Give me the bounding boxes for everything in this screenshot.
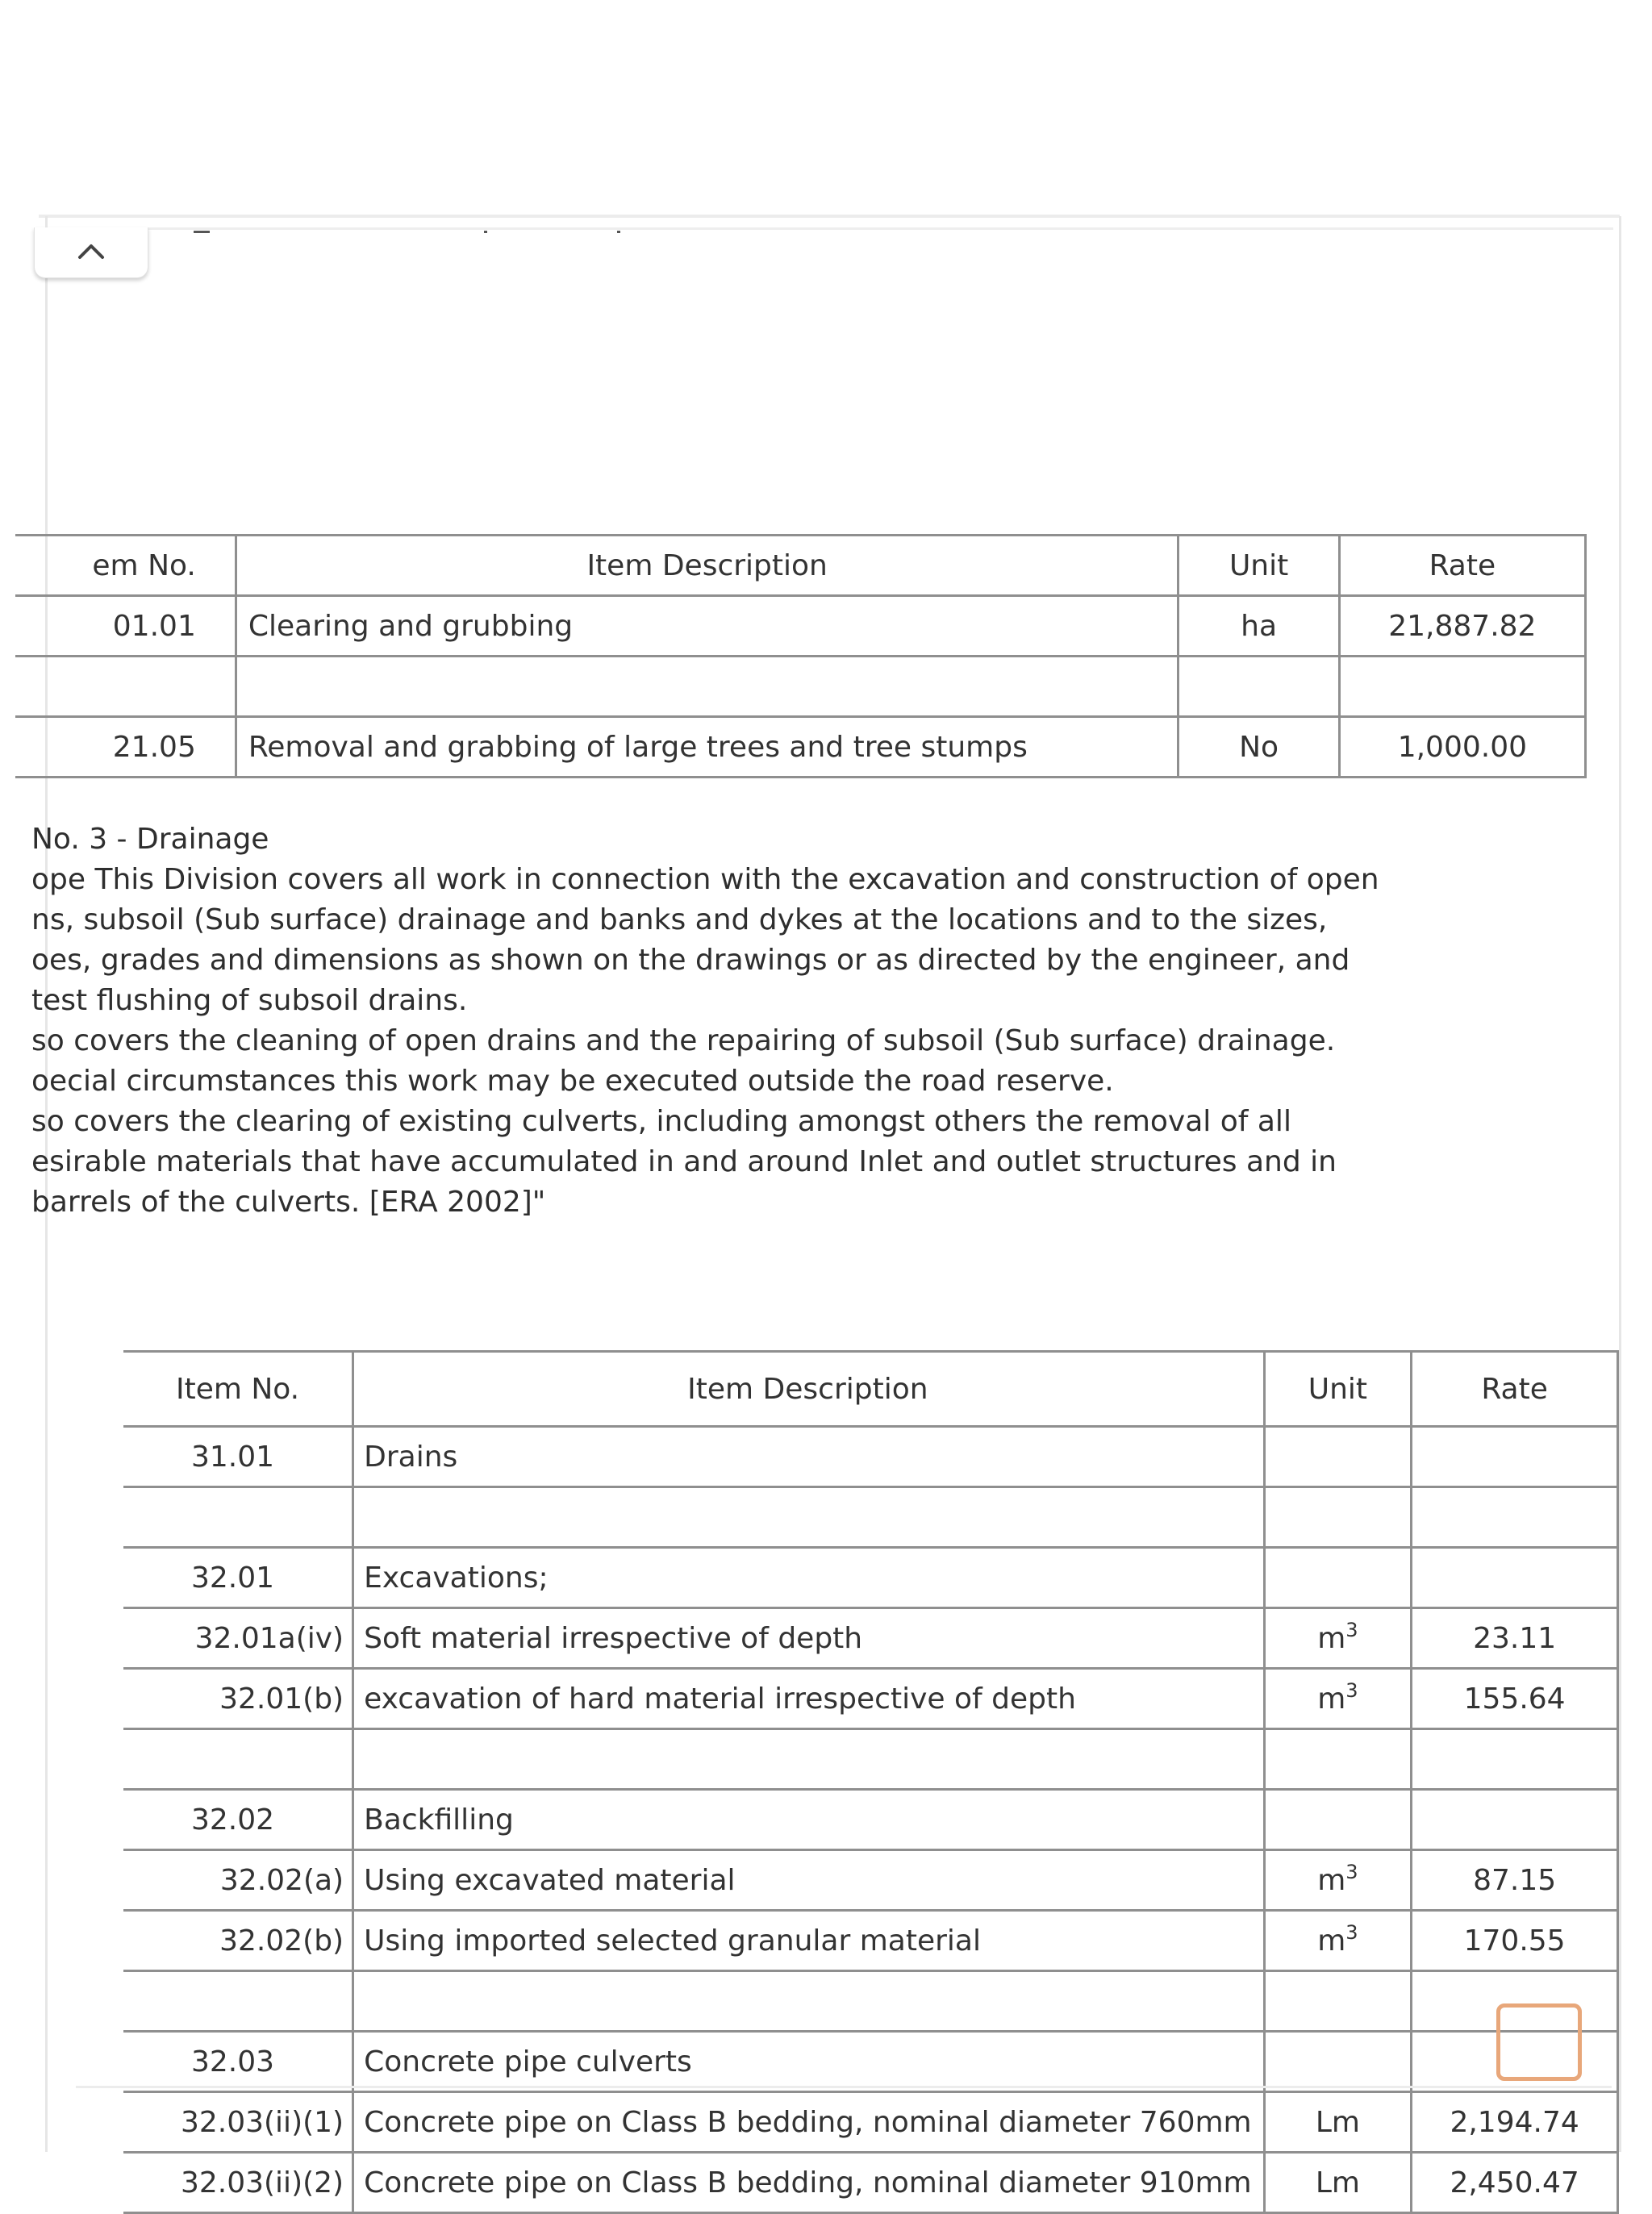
cell-unit: Lm	[1264, 2153, 1412, 2213]
cell-unit	[1264, 1911, 1412, 1971]
cell-item-no: 32.03(ii)(2)	[123, 2153, 353, 2213]
cell-item-description: Backfilling	[353, 1790, 1265, 1850]
cell-item-no	[123, 1487, 353, 1548]
unit-base: m	[1317, 1924, 1346, 1958]
table-row	[15, 596, 1586, 657]
cell-item-no: 32.01(b)	[123, 1669, 353, 1729]
cell-unit	[1264, 1790, 1412, 1850]
header-item-description: Item Description	[353, 1352, 1265, 1427]
cell-item-no	[123, 1971, 353, 2032]
scope-text-line: oes, grades and dimensions as shown on the drawings or as directed by the engineer, and	[31, 944, 1350, 977]
table-header-row	[15, 536, 1586, 596]
cell-rate	[1339, 657, 1585, 717]
cell-unit	[1264, 2032, 1412, 2092]
header-item-no: em No.	[15, 536, 236, 596]
cell-item-description: Concrete pipe on Class B bedding, nominal diameter 910mm	[353, 2153, 1265, 2213]
cell-rate: 155.64	[1412, 1669, 1618, 1729]
cell-rate	[1412, 1729, 1618, 1790]
panel-bottom-divider	[76, 2086, 1612, 2088]
cell-item-no: 32.01	[123, 1548, 353, 1608]
collapse-button[interactable]	[34, 227, 148, 278]
focus-indicator[interactable]	[1496, 2003, 1582, 2081]
table-row	[123, 1608, 1618, 1669]
header-unit: Unit	[1264, 1352, 1412, 1427]
cell-unit	[1264, 1427, 1412, 1487]
cell-rate: 23.11	[1412, 1608, 1618, 1669]
cell-item-no: 32.03(ii)(1)	[123, 2092, 353, 2153]
scope-text-line: test flushing of subsoil drains.	[31, 984, 468, 1017]
cell-rate	[1412, 1487, 1618, 1548]
cell-item-description: Using excavated material	[353, 1850, 1265, 1911]
table-row	[123, 2092, 1618, 2153]
cell-item-description: excavation of hard material irrespective of depth	[353, 1669, 1265, 1729]
scope-text-line: so covers the clearing of existing culverts, including amongst others the removal of all	[31, 1105, 1291, 1138]
cell-item-description: Excavations;	[353, 1548, 1265, 1608]
cell-item-no	[123, 1729, 353, 1790]
unit-base: m	[1317, 1621, 1346, 1655]
cell-item-no: 32.02(b)	[123, 1911, 353, 1971]
cell-item-no: 01.01	[15, 596, 236, 657]
cell-unit	[1264, 1850, 1412, 1911]
cell-rate	[1412, 1548, 1618, 1608]
header-unit: Unit	[1179, 536, 1339, 596]
cell-item-no: 32.01a(iv)	[123, 1608, 353, 1669]
table-row	[15, 657, 1586, 717]
table-header-row	[123, 1352, 1618, 1427]
table-row	[123, 1971, 1618, 2032]
cell-rate	[1412, 1427, 1618, 1487]
cell-item-description	[236, 657, 1179, 717]
cell-unit	[1264, 1971, 1412, 2032]
cell-rate: 21,887.82	[1339, 596, 1585, 657]
cell-item-description: Drains	[353, 1427, 1265, 1487]
header-item-no: Item No.	[123, 1352, 353, 1427]
table-row	[123, 1850, 1618, 1911]
table-row	[123, 1669, 1618, 1729]
cell-item-no: 21.05	[15, 717, 236, 778]
unit-exponent: 3	[1345, 1860, 1358, 1883]
table-row	[15, 717, 1586, 778]
cell-item-description: Soft material irrespective of depth	[353, 1608, 1265, 1669]
chevron-up-icon	[75, 236, 107, 268]
unit-exponent: 3	[1345, 1678, 1358, 1702]
table-row	[123, 1790, 1618, 1850]
division-scope-text	[31, 819, 1379, 1223]
scope-text-line: ns, subsoil (Sub surface) drainage and banks and dykes at the locations and to the sizes,	[31, 903, 1328, 936]
header-item-description: Item Description	[236, 536, 1179, 596]
header-rate: Rate	[1412, 1352, 1618, 1427]
cell-rate	[1412, 1790, 1618, 1850]
scope-text-line: oecial circumstances this work may be executed outside the road reserve.	[31, 1065, 1114, 1098]
bill-table-drainage	[123, 1350, 1619, 2214]
cell-item-description	[353, 1729, 1265, 1790]
cell-unit	[1264, 1729, 1412, 1790]
table-row	[123, 2153, 1618, 2213]
content-panel[interactable]	[31, 216, 1621, 2199]
unit-exponent: 3	[1345, 1920, 1358, 1944]
cell-item-description: Concrete pipe on Class B bedding, nominal diameter 760mm	[353, 2092, 1265, 2153]
table-row	[123, 1729, 1618, 1790]
table-row	[123, 2032, 1618, 2092]
table-row	[123, 1487, 1618, 1548]
scope-text-line: No. 3 - Drainage	[31, 823, 269, 856]
cell-unit	[1179, 657, 1339, 717]
cell-rate: 1,000.00	[1339, 717, 1585, 778]
table-row	[123, 1427, 1618, 1487]
table-row	[123, 1548, 1618, 1608]
cell-item-description: Clearing and grubbing	[236, 596, 1179, 657]
scope-text-line: esirable materials that have accumulated in and around Inlet and outlet structures and in	[31, 1145, 1337, 1178]
cell-item-description: Concrete pipe culverts	[353, 2032, 1265, 2092]
bill-table-general	[15, 534, 1587, 778]
cell-item-no: 32.02	[123, 1790, 353, 1850]
scope-text-line: ope This Division covers all work in connection with the excavation and construction of open	[31, 863, 1379, 896]
cell-rate: 2,194.74	[1412, 2092, 1618, 2153]
cell-item-description: Using imported selected granular material	[353, 1911, 1265, 1971]
cell-item-no: 32.03	[123, 2032, 353, 2092]
header-rate: Rate	[1339, 536, 1585, 596]
unit-base: m	[1317, 1863, 1346, 1897]
cell-rate: 2,450.47	[1412, 2153, 1618, 2213]
unit-base: m	[1317, 1682, 1346, 1716]
scope-text-line: barrels of the culverts. [ERA 2002]"	[31, 1186, 546, 1219]
cell-unit	[1264, 1487, 1412, 1548]
cell-item-description	[353, 1487, 1265, 1548]
cell-item-no: 32.02(a)	[123, 1850, 353, 1911]
cell-item-no: 31.01	[123, 1427, 353, 1487]
cell-unit	[1264, 1669, 1412, 1729]
cell-unit	[1264, 1548, 1412, 1608]
cell-item-no	[15, 657, 236, 717]
cell-rate: 87.15	[1412, 1850, 1618, 1911]
cell-rate: 170.55	[1412, 1911, 1618, 1971]
cell-item-description	[353, 1971, 1265, 2032]
cell-unit: Lm	[1264, 2092, 1412, 2153]
scope-text-line: so covers the cleaning of open drains and the repairing of subsoil (Sub surface) drainage.	[31, 1024, 1336, 1057]
table-row	[123, 1911, 1618, 1971]
unit-exponent: 3	[1345, 1618, 1358, 1641]
cell-unit: ha	[1179, 596, 1339, 657]
cell-item-description: Removal and grabbing of large trees and tree stumps	[236, 717, 1179, 778]
cell-unit	[1264, 1608, 1412, 1669]
cell-unit: No	[1179, 717, 1339, 778]
